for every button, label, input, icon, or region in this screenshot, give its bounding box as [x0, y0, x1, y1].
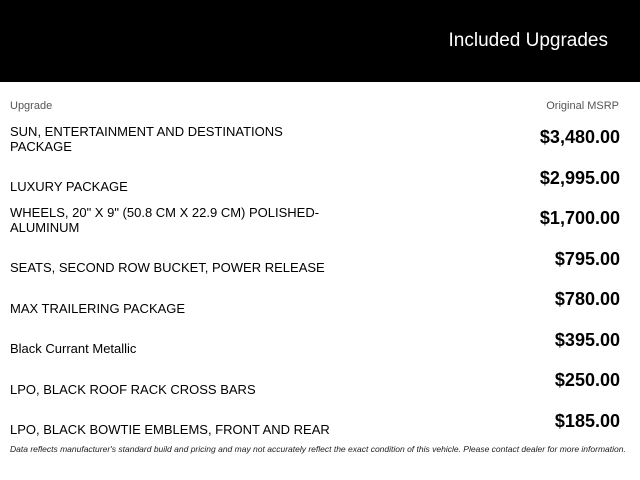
table-row [0, 366, 640, 407]
disclaimer-text: Data reflects manufacturer's standard build and pricing and may not accurately reflect the exact condition of this vehicle. Please contact dealer for more information. [10, 444, 626, 454]
upgrade-price: $3,480.00 [539, 127, 620, 147]
upgrade-price: $780.00 [554, 289, 620, 309]
table-row [0, 326, 640, 367]
header-bar [0, 0, 640, 82]
upgrade-price: $250.00 [554, 370, 620, 390]
upgrade-price: $2,995.00 [539, 167, 620, 188]
upgrade-price: $395.00 [554, 329, 620, 350]
upgrade-name: WHEELS, 20" X 9" (50.8 CM X 22.9 CM) POLISHED-ALUMINUM [10, 204, 320, 235]
table-row [0, 123, 640, 164]
upgrade-name: Black Currant Metallic [10, 341, 137, 356]
upgrade-price: $185.00 [554, 410, 620, 431]
table-row [0, 285, 640, 326]
page-title: Included Upgrades [448, 30, 608, 51]
table-row [0, 245, 640, 286]
upgrade-name: SUN, ENTERTAINMENT AND DESTINATIONS PACKAGE [10, 123, 283, 154]
upgrade-name: LPO, BLACK BOWTIE EMBLEMS, FRONT AND REAR [10, 422, 330, 437]
upgrade-name: LUXURY PACKAGE [10, 179, 128, 194]
table-row [0, 407, 640, 448]
upgrades-table [0, 123, 640, 447]
column-header-msrp: Original MSRP [546, 100, 619, 112]
upgrade-price: $1,700.00 [539, 208, 620, 228]
upgrade-name: SEATS, SECOND ROW BUCKET, POWER RELEASE [10, 260, 325, 275]
upgrade-price: $795.00 [554, 248, 620, 269]
column-header-upgrade: Upgrade [10, 100, 53, 112]
table-row [0, 204, 640, 245]
upgrade-name: MAX TRAILERING PACKAGE [10, 300, 186, 316]
table-row [0, 164, 640, 205]
upgrade-name: LPO, BLACK ROOF RACK CROSS BARS [10, 381, 256, 397]
